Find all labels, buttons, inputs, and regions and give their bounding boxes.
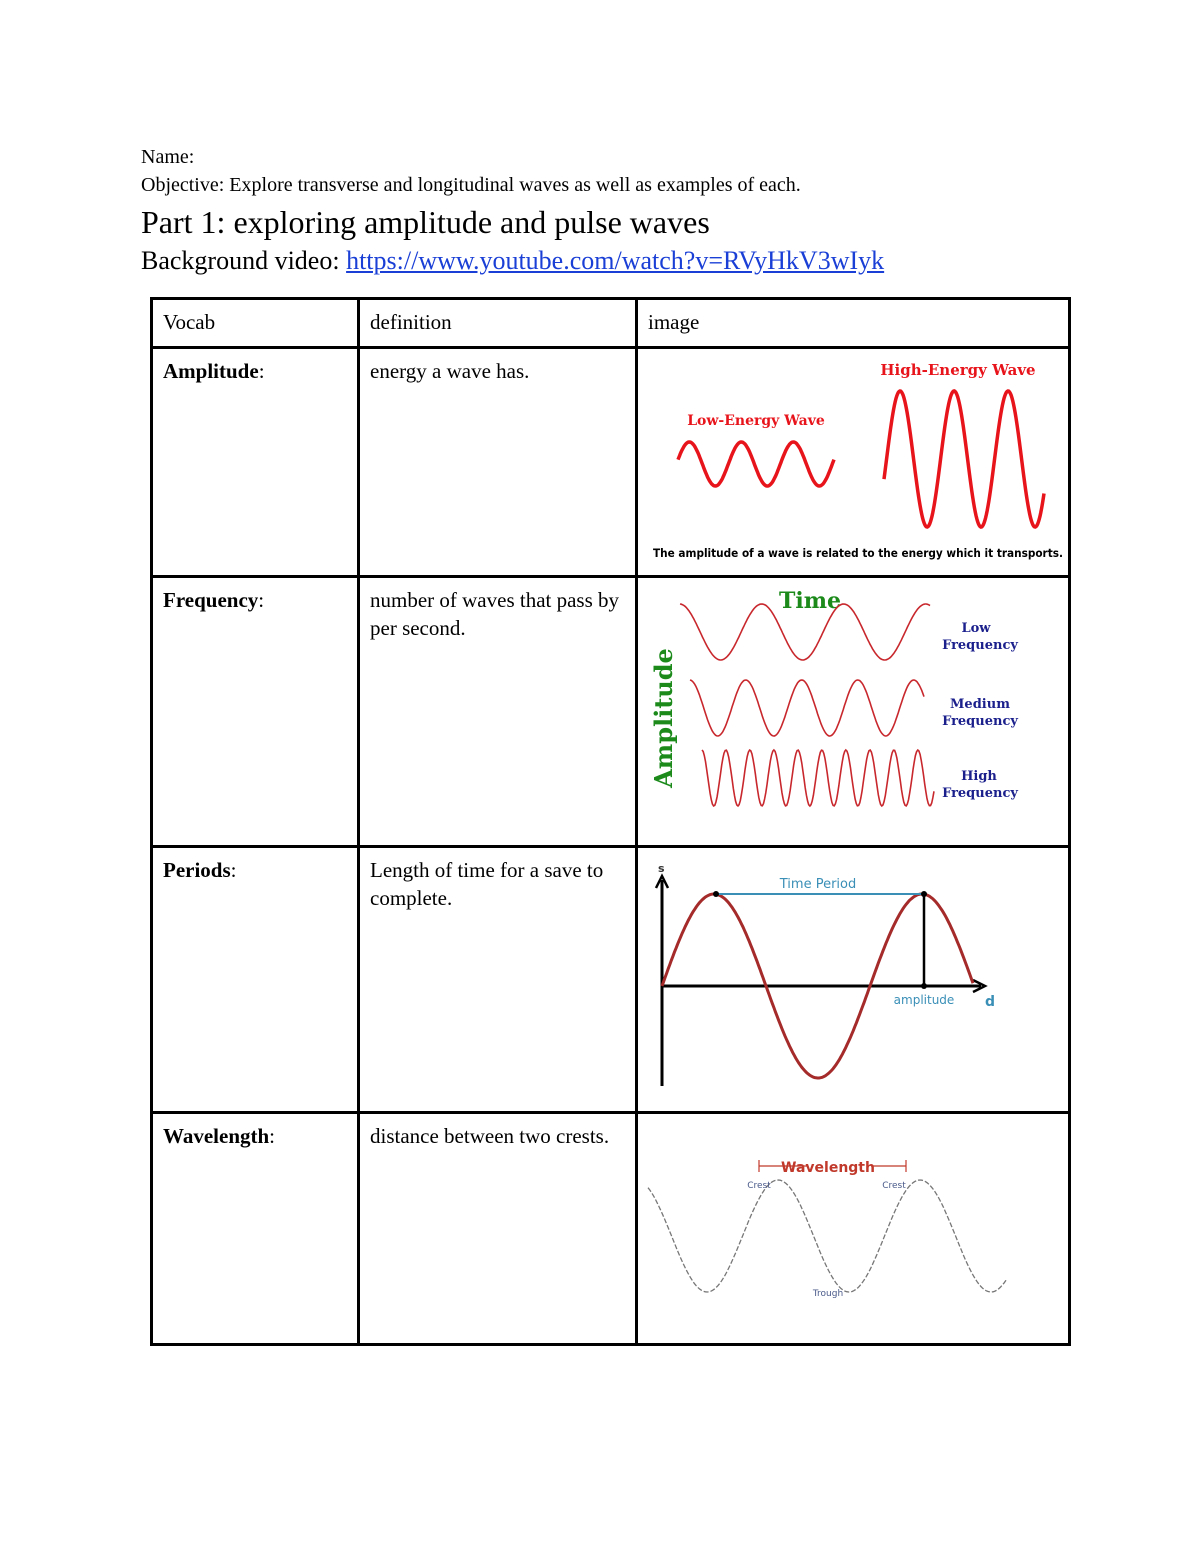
s-axis-label: s — [658, 862, 665, 875]
time-period-label: Time Period — [779, 877, 857, 892]
amplitude-label: amplitude — [893, 993, 955, 1007]
high-frequency-label-2: Frequency — [942, 786, 1018, 801]
table-row — [152, 577, 1070, 847]
image-cell-frequency — [637, 577, 1070, 847]
wavelength-diagram — [638, 1114, 1070, 1343]
column-header-definition: definition — [359, 299, 637, 348]
image-cell-wavelength — [637, 1113, 1070, 1345]
term-wavelength: Wavelength — [163, 1124, 270, 1148]
trough-label: Trough — [812, 1289, 844, 1299]
video-link[interactable]: https://www.youtube.com/watch?v=RVyHkV3wIyk — [346, 246, 885, 275]
amplitude-diagram — [638, 349, 1070, 575]
column-header-image: image — [637, 299, 1070, 348]
table-row — [152, 847, 1070, 1113]
medium-frequency-label-2: Frequency — [942, 714, 1018, 729]
low-energy-label: Low-Energy Wave — [687, 413, 825, 429]
table-header-row — [152, 299, 1070, 348]
document-header — [141, 143, 1101, 279]
term-cell: Frequency: — [152, 577, 359, 847]
wavelength-wave — [648, 1180, 1006, 1292]
table-row — [152, 348, 1070, 577]
period-diagram — [638, 848, 1070, 1111]
frequency-diagram — [638, 578, 1070, 845]
crest-label: Crest — [747, 1181, 771, 1191]
video-label: Background video: — [141, 246, 347, 275]
high-frequency-label: High — [961, 769, 997, 784]
low-frequency-label-2: Frequency — [942, 638, 1018, 653]
amplitude-caption: The amplitude of a wave is related to the energy which it transports. — [653, 546, 1063, 560]
crest-marker — [713, 891, 719, 897]
term-cell: Periods: — [152, 847, 359, 1113]
image-cell-amplitude — [637, 348, 1070, 577]
amplitude-axis-label: Amplitude — [649, 648, 678, 788]
definition-frequency: number of waves that pass by per second. — [359, 577, 637, 847]
definition-periods: Length of time for a save to complete. — [359, 847, 637, 1113]
axis-marker — [921, 983, 927, 989]
low-frequency-label: Low — [961, 621, 991, 636]
term-periods: Periods — [163, 858, 231, 882]
term-frequency: Frequency — [163, 588, 259, 612]
term-amplitude: Amplitude — [163, 359, 259, 383]
video-line — [141, 243, 1101, 279]
medium-frequency-wave — [690, 680, 924, 736]
high-frequency-wave — [702, 750, 934, 806]
low-energy-wave — [678, 442, 834, 486]
definition-wavelength: distance between two crests. — [359, 1113, 637, 1345]
wavelength-label: Wavelength — [781, 1160, 875, 1176]
image-cell-period — [637, 847, 1070, 1113]
definition-amplitude: energy a wave has. — [359, 348, 637, 577]
name-label: Name: — [141, 146, 195, 168]
part-title: Part 1: exploring amplitude and pulse waves — [141, 204, 710, 240]
high-energy-wave — [884, 391, 1044, 527]
term-cell: Amplitude: — [152, 348, 359, 577]
high-energy-label: High-Energy Wave — [880, 361, 1036, 379]
objective-text: Objective: Explore transverse and longitudinal waves as well as examples of each. — [141, 174, 801, 196]
table-row — [152, 1113, 1070, 1345]
medium-frequency-label: Medium — [950, 697, 1010, 712]
crest-label: Crest — [882, 1181, 906, 1191]
d-axis-label: d — [985, 994, 996, 1010]
term-cell: Wavelength: — [152, 1113, 359, 1345]
vocab-table — [150, 297, 1071, 1346]
time-axis-label: Time — [778, 588, 842, 614]
column-header-vocab: Vocab — [152, 299, 359, 348]
